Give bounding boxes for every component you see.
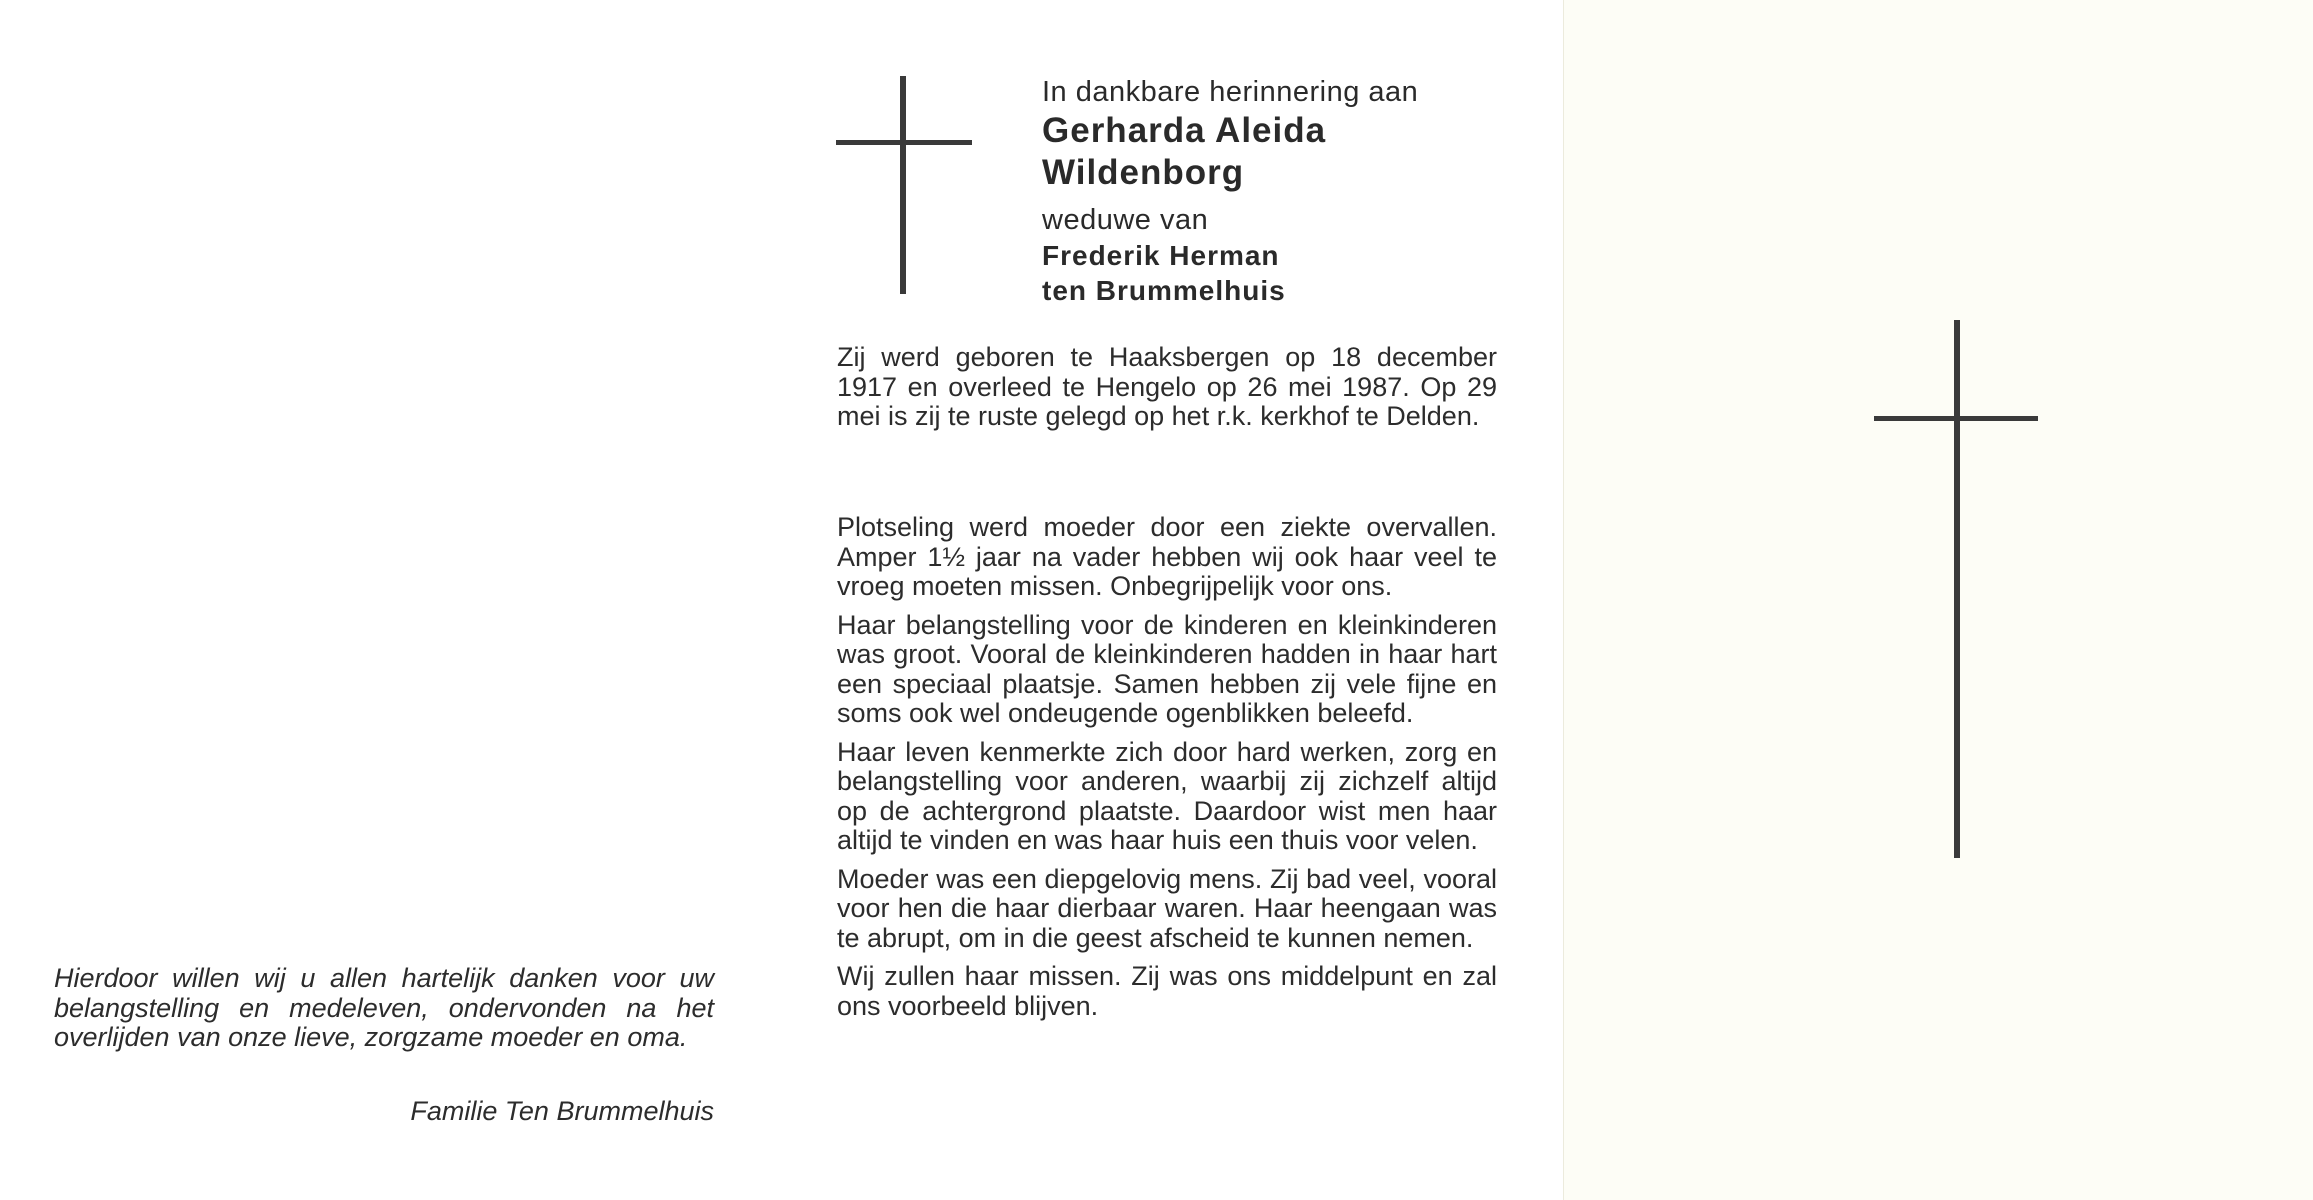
cross-icon <box>1874 320 2038 858</box>
husband-name-first: Frederik Herman <box>1042 240 1280 271</box>
eulogy-paragraph: Wij zullen haar missen. Zij was ons middelpunt en zal ons voorbeeld blijven. <box>837 961 1497 1021</box>
family-signature: Familie Ten Brummelhuis <box>410 1096 714 1126</box>
eulogy-text <box>837 513 1497 1030</box>
thanks-message: Hierdoor willen wij u allen hartelijk danken voor uw belangstelling en medeleven, ondervonden na het overlijden van onze lieve, zorgzame moeder en oma. <box>54 963 714 1052</box>
cross-vertical-bar <box>900 76 906 294</box>
husband-name-last: ten Brummelhuis <box>1042 275 1286 306</box>
deceased-name-first: Gerharda Aleida <box>1042 111 1327 150</box>
eulogy-paragraph: Plotseling werd moeder door een ziekte overvallen. Amper 1½ jaar na vader hebben wij ook haar veel te vroeg moeten missen. Onbegrijpelijk voor ons. <box>837 512 1497 601</box>
intro-text: In dankbare herinnering aan <box>1042 76 1419 108</box>
cross-icon <box>836 76 972 294</box>
birth-death-info: Zij werd geboren te Haaksbergen op 18 december 1917 en overleed te Hengelo op 26 mei 1987. Op 29 mei is zij te ruste gelegd op het r.k. kerkhof te Delden. <box>837 342 1497 431</box>
memorial-header <box>1042 74 1522 308</box>
cross-vertical-bar <box>1954 320 1960 858</box>
cross-horizontal-bar <box>1874 416 2038 421</box>
cross-horizontal-bar <box>836 140 972 145</box>
deceased-name-last: Wildenborg <box>1042 153 1245 192</box>
eulogy-paragraph: Haar leven kenmerkte zich door hard werken, zorg en belangstelling voor anderen, waarbij zij zichzelf altijd op de achtergrond plaatste. Daardoor wist men haar altijd te vinden en was haar huis een thuis voor velen. <box>837 736 1497 855</box>
widow-label: weduwe van <box>1042 204 1209 236</box>
eulogy-paragraph: Haar belangstelling voor de kinderen en kleinkinderen was groot. Vooral de kleinkinderen hadden in haar hart een speciaal plaatsje. Samen hebben zij vele fijne en soms ook wel ondeugende ogenblikken beleefd. <box>837 609 1497 728</box>
eulogy-paragraph: Moeder was een diepgelovig mens. Zij bad veel, vooral voor hen die haar dierbaar waren. Haar heengaan was te abrupt, om in die geest afscheid te kunnen nemen. <box>837 863 1497 953</box>
